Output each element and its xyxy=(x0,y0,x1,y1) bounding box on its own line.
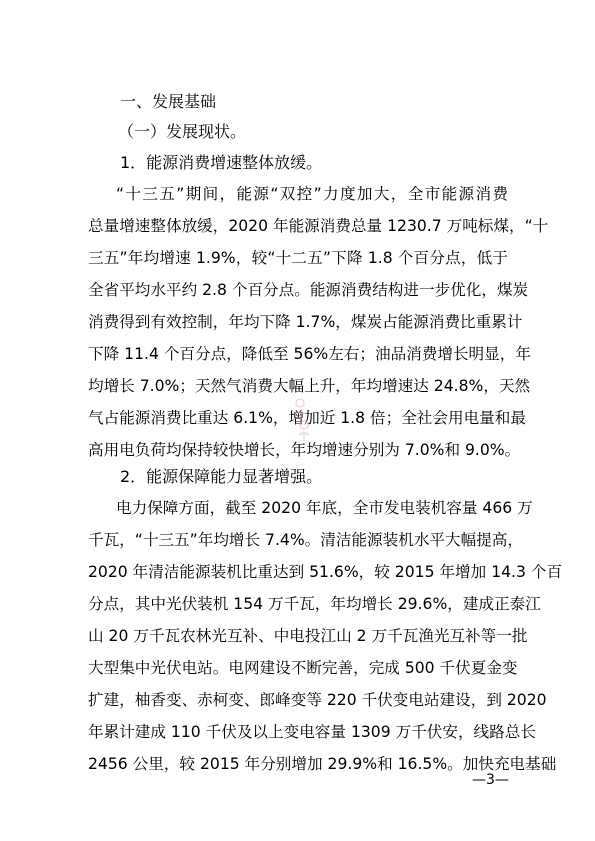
item2-paragraph xyxy=(88,492,563,780)
paragraph-line: 电力保障方面，截至 2020 年底，全市发电装机容量 466 万 xyxy=(116,499,533,517)
paragraph-line: 2020 年清洁能源装机比重达到 51.6%，较 2015 年增加 14.3 个百 xyxy=(88,563,563,581)
item2-heading: 2．能源保障能力显著增强。 xyxy=(120,467,323,486)
paragraph-line: 年累计建成 110 千伏及以上变电容量 1309 万千伏安，线路总长 xyxy=(88,723,536,741)
paragraph-line: 扩建，柚香变、赤柯变、郎峰变等 220 千伏变电站建设，到 2020 xyxy=(88,691,547,709)
section-heading: 一、发展基础 xyxy=(120,92,217,111)
paragraph-line: 2456 公里，较 2015 年分别增加 29.9%和 16.5%。加快充电基础 xyxy=(88,755,557,773)
paragraph-line: 均增长 7.0%；天然气消费大幅上升，年均增速达 24.8%，天然 xyxy=(88,377,531,395)
watermark-stamp xyxy=(290,395,316,445)
page-number: —3— xyxy=(472,772,509,788)
paragraph-line: 分点，其中光伏装机 154 万千瓦，年均增长 29.6%，建成正泰江 xyxy=(88,595,541,613)
paragraph-line: 千瓦，“十三五”年均增长 7.4%。清洁能源装机水平大幅提高， xyxy=(88,531,523,549)
paragraph-line: 下降 11.4 个百分点，降低至 56%左右；油品消费增长明显，年 xyxy=(88,345,531,363)
paragraph-line: 高用电负荷均保持较快增长，年均增速分别为 7.0%和 9.0%。 xyxy=(88,441,521,459)
item1-heading: 1．能源消费增速整体放缓。 xyxy=(120,153,323,172)
paragraph-line: 山 20 万千瓦农林光互补、中电投江山 2 万千瓦渔光互补等一批 xyxy=(88,627,528,645)
paragraph-line: 总量增速整体放缓，2020 年能源消费总量 1230.7 万吨标煤，“十 xyxy=(88,217,549,235)
subsection-heading: （一）发展现状。 xyxy=(118,122,247,141)
paragraph-line: 大型集中光伏电站。电网建设不断完善，完成 500 千伏夏金变 xyxy=(88,659,518,677)
paragraph-line: 消费得到有效控制，年均下降 1.7%，煤炭占能源消费比重累计 xyxy=(88,313,523,331)
paragraph-line: 全省平均水平约 2.8 个百分点。能源消费结构进一步优化，煤炭 xyxy=(88,281,529,299)
paragraph-line: 三五”年均增速 1.9%，较“十二五”下降 1.8 个百分点，低于 xyxy=(88,249,508,267)
paragraph-line: “十三五”期间，能源“双控”力度加大，全市能源消费 xyxy=(116,185,508,203)
paragraph-line: 气占能源消费比重达 6.1%，增加近 1.8 倍；全社会用电量和最 xyxy=(88,409,526,427)
